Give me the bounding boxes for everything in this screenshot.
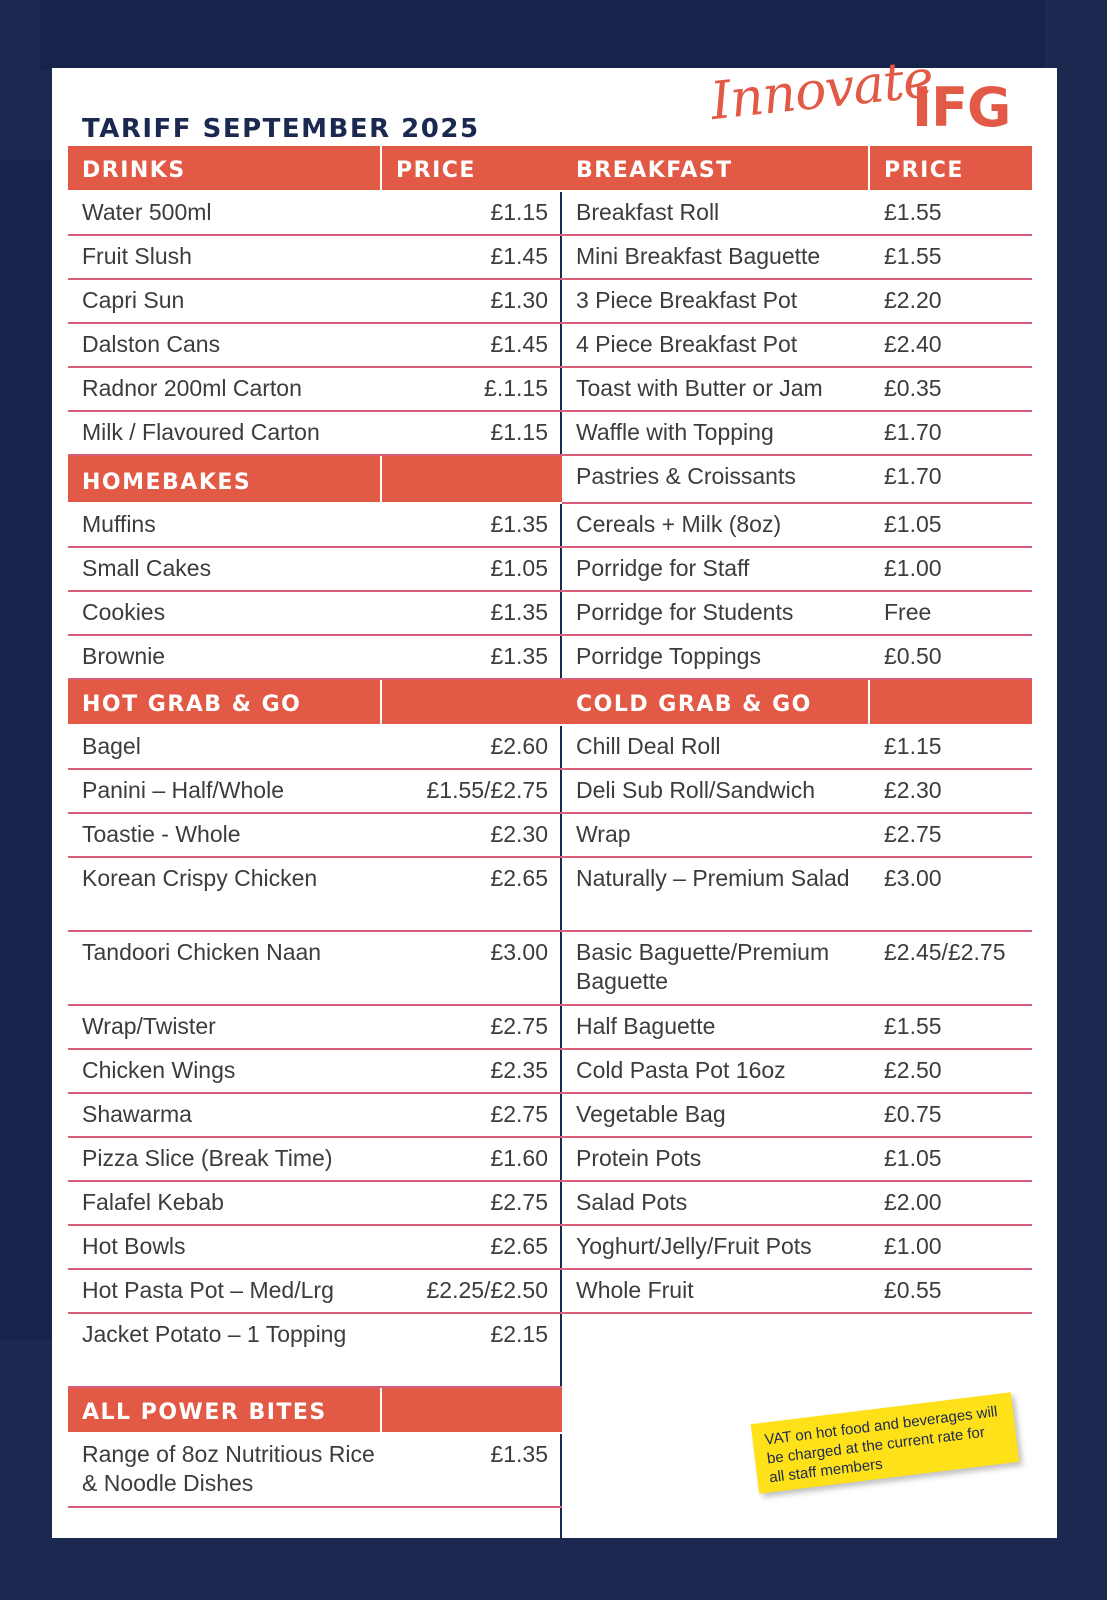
- tariff-sheet: [52, 49, 1057, 1538]
- item-name: Whole Fruit: [576, 1277, 694, 1303]
- menu-row: [68, 1182, 562, 1226]
- item-price: £1.00: [884, 555, 942, 581]
- price-header-blank: [382, 680, 396, 724]
- menu-row: [562, 1270, 1032, 1314]
- vat-sticky-note: VAT on hot food and beverages will be charged at the current rate for all staff members: [751, 1392, 1020, 1493]
- item-price: £1.35: [490, 599, 548, 625]
- item-name: Hot Bowls: [82, 1233, 186, 1259]
- menu-row: [562, 1226, 1032, 1270]
- item-price: £2.75: [490, 1189, 548, 1215]
- item-name: Shawarma: [82, 1101, 192, 1127]
- item-price: £1.55: [884, 199, 942, 225]
- item-name: Dalston Cans: [82, 331, 221, 357]
- item-price: £0.35: [884, 375, 942, 401]
- item-price: £1.15: [884, 733, 942, 759]
- item-name: Toast with Butter or Jam: [576, 375, 823, 401]
- item-price: £1.05: [884, 1145, 942, 1171]
- menu-row: [562, 636, 1032, 680]
- menu-row: [562, 814, 1032, 858]
- menu-row: [562, 412, 1032, 456]
- menu-row: [68, 814, 562, 858]
- item-name: Range of 8oz Nutritious Rice & Noodle Dishes: [82, 1441, 375, 1496]
- section-header-drinks: [68, 146, 562, 192]
- item-price: £1.70: [884, 463, 942, 489]
- menu-row: [68, 636, 562, 680]
- menu-row: [562, 592, 1032, 636]
- logo-brand: IFG: [912, 76, 1011, 139]
- item-price: £.1.15: [484, 375, 548, 401]
- section-title: ALL POWER BITES: [68, 1388, 382, 1432]
- menu-row: [562, 1138, 1032, 1182]
- menu-row: [68, 858, 562, 932]
- menu-row: [68, 192, 562, 236]
- section-title: COLD GRAB & GO: [562, 680, 870, 724]
- price-header-blank: [382, 456, 396, 502]
- item-price: £2.15: [490, 1321, 548, 1347]
- innovate-ifg-logo: [707, 49, 1054, 146]
- menu-row: [562, 192, 1032, 236]
- item-price: £2.20: [884, 287, 942, 313]
- menu-row: [68, 324, 562, 368]
- price-header-blank: [870, 680, 884, 724]
- menu-row: [68, 548, 562, 592]
- menu-row: [68, 1094, 562, 1138]
- item-name: Bagel: [82, 733, 141, 759]
- hot-grab-go-list: [68, 726, 562, 1388]
- item-name: Wrap/Twister: [82, 1013, 216, 1039]
- section-title: HOT GRAB & GO: [68, 680, 382, 724]
- item-name: Fruit Slush: [82, 243, 192, 269]
- menu-row: [68, 932, 562, 1006]
- item-price: £1.45: [490, 331, 548, 357]
- price-header: PRICE: [884, 158, 964, 183]
- item-price: £0.75: [884, 1101, 942, 1127]
- item-price: £2.65: [490, 865, 548, 891]
- menu-row: [68, 236, 562, 280]
- menu-row: [562, 1094, 1032, 1138]
- item-name: Muffins: [82, 511, 156, 537]
- item-price: £1.55/£2.75: [426, 777, 548, 803]
- menu-row: [562, 1006, 1032, 1050]
- section-header-cold-grab-go: [562, 680, 1032, 726]
- menu-row: [68, 770, 562, 814]
- section-title: BREAKFAST: [562, 146, 870, 190]
- item-name: 4 Piece Breakfast Pot: [576, 331, 798, 357]
- menu-row: [562, 548, 1032, 592]
- item-price: £2.35: [490, 1057, 548, 1083]
- item-price: £1.35: [490, 511, 548, 537]
- section-header-breakfast: [562, 146, 1032, 192]
- menu-row: [562, 456, 1032, 504]
- item-price: £2.45/£2.75: [884, 939, 1006, 965]
- section-header-hot-grab-go: [68, 680, 562, 726]
- menu-row: [68, 1270, 562, 1314]
- menu-row: [68, 280, 562, 324]
- menu-row: [68, 1006, 562, 1050]
- item-price: £1.45: [490, 243, 548, 269]
- item-price: £1.15: [490, 199, 548, 225]
- item-name: Vegetable Bag: [576, 1101, 726, 1127]
- menu-row: [562, 858, 1032, 932]
- menu-row: [68, 592, 562, 636]
- right-column: [562, 146, 1032, 1314]
- homebakes-list: [68, 504, 562, 680]
- item-name: Tandoori Chicken Naan: [82, 939, 322, 965]
- item-name: Wrap: [576, 821, 631, 847]
- item-name: Porridge for Staff: [576, 555, 750, 581]
- item-price: £1.35: [490, 1441, 548, 1467]
- item-price: £1.55: [884, 1013, 942, 1039]
- item-price: £2.75: [884, 821, 942, 847]
- breakfast-list: [562, 192, 1032, 680]
- item-price: £3.00: [884, 865, 942, 891]
- item-name: Porridge Toppings: [576, 643, 761, 669]
- item-name: Cold Pasta Pot 16oz: [576, 1057, 786, 1083]
- item-name: Porridge for Students: [576, 599, 794, 625]
- menu-row: [68, 412, 562, 456]
- menu-row: [68, 504, 562, 548]
- menu-row: [562, 932, 1032, 1006]
- item-price: £2.30: [490, 821, 548, 847]
- price-header: PRICE: [396, 158, 476, 183]
- item-price: £2.25/£2.50: [426, 1277, 548, 1303]
- item-name: Chill Deal Roll: [576, 733, 721, 759]
- item-name: Protein Pots: [576, 1145, 702, 1171]
- item-name: Chicken Wings: [82, 1057, 236, 1083]
- item-name: Korean Crispy Chicken: [82, 865, 318, 891]
- item-price: £0.50: [884, 643, 942, 669]
- price-header-blank: [382, 1388, 396, 1432]
- item-price: £2.60: [490, 733, 548, 759]
- menu-row: [562, 1182, 1032, 1226]
- item-name: Waffle with Topping: [576, 419, 774, 445]
- item-name: Yoghurt/Jelly/Fruit Pots: [576, 1233, 812, 1259]
- item-name: Jacket Potato – 1 Topping: [82, 1321, 347, 1347]
- item-name: Salad Pots: [576, 1189, 688, 1215]
- item-name: Capri Sun: [82, 287, 185, 313]
- item-price: £2.50: [884, 1057, 942, 1083]
- item-price: Free: [884, 599, 932, 625]
- item-name: Toastie - Whole: [82, 821, 241, 847]
- item-name: Milk / Flavoured Carton: [82, 419, 320, 445]
- menu-row: [68, 1314, 562, 1388]
- item-price: £2.75: [490, 1101, 548, 1127]
- menu-row: [68, 1050, 562, 1094]
- item-price: £1.70: [884, 419, 942, 445]
- item-price: £1.00: [884, 1233, 942, 1259]
- menu-row: [68, 368, 562, 412]
- menu-row: [68, 1226, 562, 1270]
- item-name: Basic Baguette/Premium Baguette: [576, 939, 830, 994]
- item-name: Pizza Slice (Break Time): [82, 1145, 333, 1171]
- section-header-all-power-bites: [68, 1388, 562, 1434]
- menu-row: [562, 726, 1032, 770]
- item-name: Cereals + Milk (8oz): [576, 511, 782, 537]
- menu-row: [562, 236, 1032, 280]
- item-name: Panini – Half/Whole: [82, 777, 284, 803]
- menu-row: [68, 1138, 562, 1182]
- background-panel: [0, 160, 52, 1340]
- item-name: Radnor 200ml Carton: [82, 375, 302, 401]
- item-name: Falafel Kebab: [82, 1189, 224, 1215]
- menu-row: [562, 324, 1032, 368]
- cold-grab-go-list: [562, 726, 1032, 1314]
- menu-row: [68, 1434, 562, 1508]
- item-name: 3 Piece Breakfast Pot: [576, 287, 798, 313]
- item-price: £2.00: [884, 1189, 942, 1215]
- item-price: £2.65: [490, 1233, 548, 1259]
- item-name: Small Cakes: [82, 555, 212, 581]
- section-header-homebakes: [68, 456, 562, 504]
- item-name: Naturally – Premium Salad: [576, 865, 850, 891]
- item-price: £2.40: [884, 331, 942, 357]
- item-price: £1.15: [490, 419, 548, 445]
- drinks-list: [68, 192, 562, 456]
- menu-row: [562, 368, 1032, 412]
- menu-row: [562, 1050, 1032, 1094]
- item-name: Pastries & Croissants: [576, 463, 796, 489]
- item-name: Water 500ml: [82, 199, 212, 225]
- item-name: Cookies: [82, 599, 166, 625]
- item-price: £3.00: [490, 939, 548, 965]
- item-price: £1.55: [884, 243, 942, 269]
- menu-row: [562, 770, 1032, 814]
- item-price: £1.60: [490, 1145, 548, 1171]
- item-price: £2.30: [884, 777, 942, 803]
- item-name: Brownie: [82, 643, 166, 669]
- all-power-bites-list: [68, 1434, 562, 1508]
- item-name: Hot Pasta Pot – Med/Lrg: [82, 1277, 334, 1303]
- logo-script: Innovate: [707, 49, 936, 132]
- menu-row: [68, 726, 562, 770]
- item-price: £0.55: [884, 1277, 942, 1303]
- item-name: Mini Breakfast Baguette: [576, 243, 821, 269]
- item-price: £2.75: [490, 1013, 548, 1039]
- section-title: DRINKS: [68, 146, 382, 190]
- item-name: Deli Sub Roll/Sandwich: [576, 777, 816, 803]
- item-price: £1.05: [884, 511, 942, 537]
- item-name: Half Baguette: [576, 1013, 716, 1039]
- page-title: TARIFF SEPTEMBER 2025: [82, 114, 480, 144]
- section-title: HOMEBAKES: [68, 456, 382, 502]
- item-name: Breakfast Roll: [576, 199, 720, 225]
- menu-row: [562, 280, 1032, 324]
- item-price: £1.35: [490, 643, 548, 669]
- left-column: [68, 146, 562, 1508]
- menu-row: [562, 504, 1032, 548]
- item-price: £1.30: [490, 287, 548, 313]
- item-price: £1.05: [490, 555, 548, 581]
